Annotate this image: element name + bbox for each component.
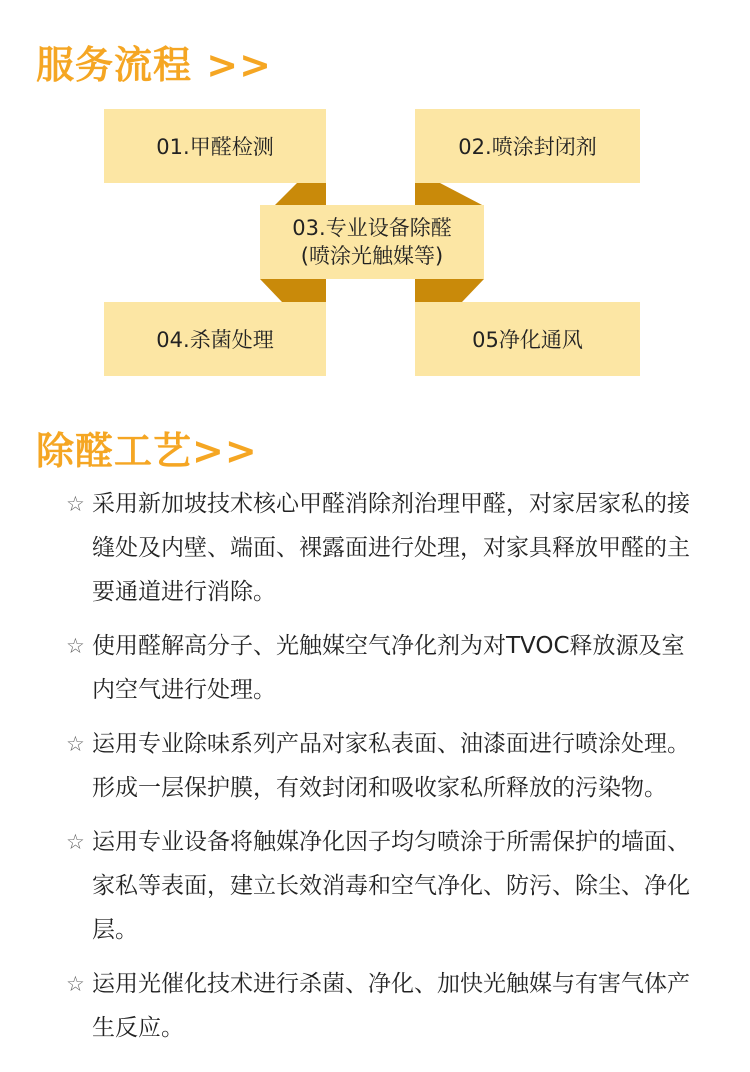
step-1-label: 01.甲醛检测 — [156, 135, 274, 159]
step-3-label-line2: (喷涂光触媒等) — [300, 244, 444, 268]
list-item — [66, 820, 706, 952]
star-icon: ☆ — [66, 732, 85, 756]
step-4-label: 04.杀菌处理 — [156, 328, 274, 352]
star-icon: ☆ — [66, 830, 85, 854]
star-icon: ☆ — [66, 634, 85, 658]
connector-top-right — [415, 183, 484, 206]
process-list — [66, 482, 706, 1050]
list-item — [66, 482, 706, 614]
list-item-text: 运用专业除味系列产品对家私表面、油漆面进行喷涂处理。形成一层保护膜，有效封闭和吸收家私所释放的污染物。 — [92, 731, 690, 801]
star-icon: ☆ — [66, 492, 85, 516]
list-item-text: 运用光催化技术进行杀菌、净化、加快光触媒与有害气体产生反应。 — [92, 971, 690, 1041]
list-item-text: 采用新加坡技术核心甲醛消除剂治理甲醛，对家居家私的接缝处及内壁、端面、裸露面进行处理，对家具释放甲醛的主要通道进行消除。 — [92, 491, 690, 605]
list-item-text: 使用醛解高分子、光触媒空气净化剂为对TVOC释放源及室内空气进行处理。 — [92, 633, 685, 703]
list-item-text: 运用专业设备将触媒净化因子均匀喷涂于所需保护的墙面、家私等表面，建立长效消毒和空气净化、防污、除尘、净化层。 — [92, 829, 690, 943]
connector-bottom-left — [260, 279, 326, 302]
process-title: 除醛工艺>> — [36, 429, 258, 473]
connector-bottom-right — [415, 279, 484, 302]
step-2-label: 02.喷涂封闭剂 — [458, 135, 597, 159]
step-3-label-line1: 03.专业设备除醛 — [292, 215, 452, 240]
step-3-box — [260, 205, 484, 279]
list-item — [66, 962, 706, 1050]
service-flow-diagram — [0, 0, 750, 400]
list-item — [66, 722, 706, 810]
list-item — [66, 624, 706, 712]
step-5-label: 05净化通风 — [472, 328, 583, 352]
star-icon: ☆ — [66, 972, 85, 996]
connector-top-left — [274, 183, 326, 206]
service-flow-title: 服务流程 >> — [36, 43, 272, 87]
connector-wedges — [0, 0, 750, 400]
